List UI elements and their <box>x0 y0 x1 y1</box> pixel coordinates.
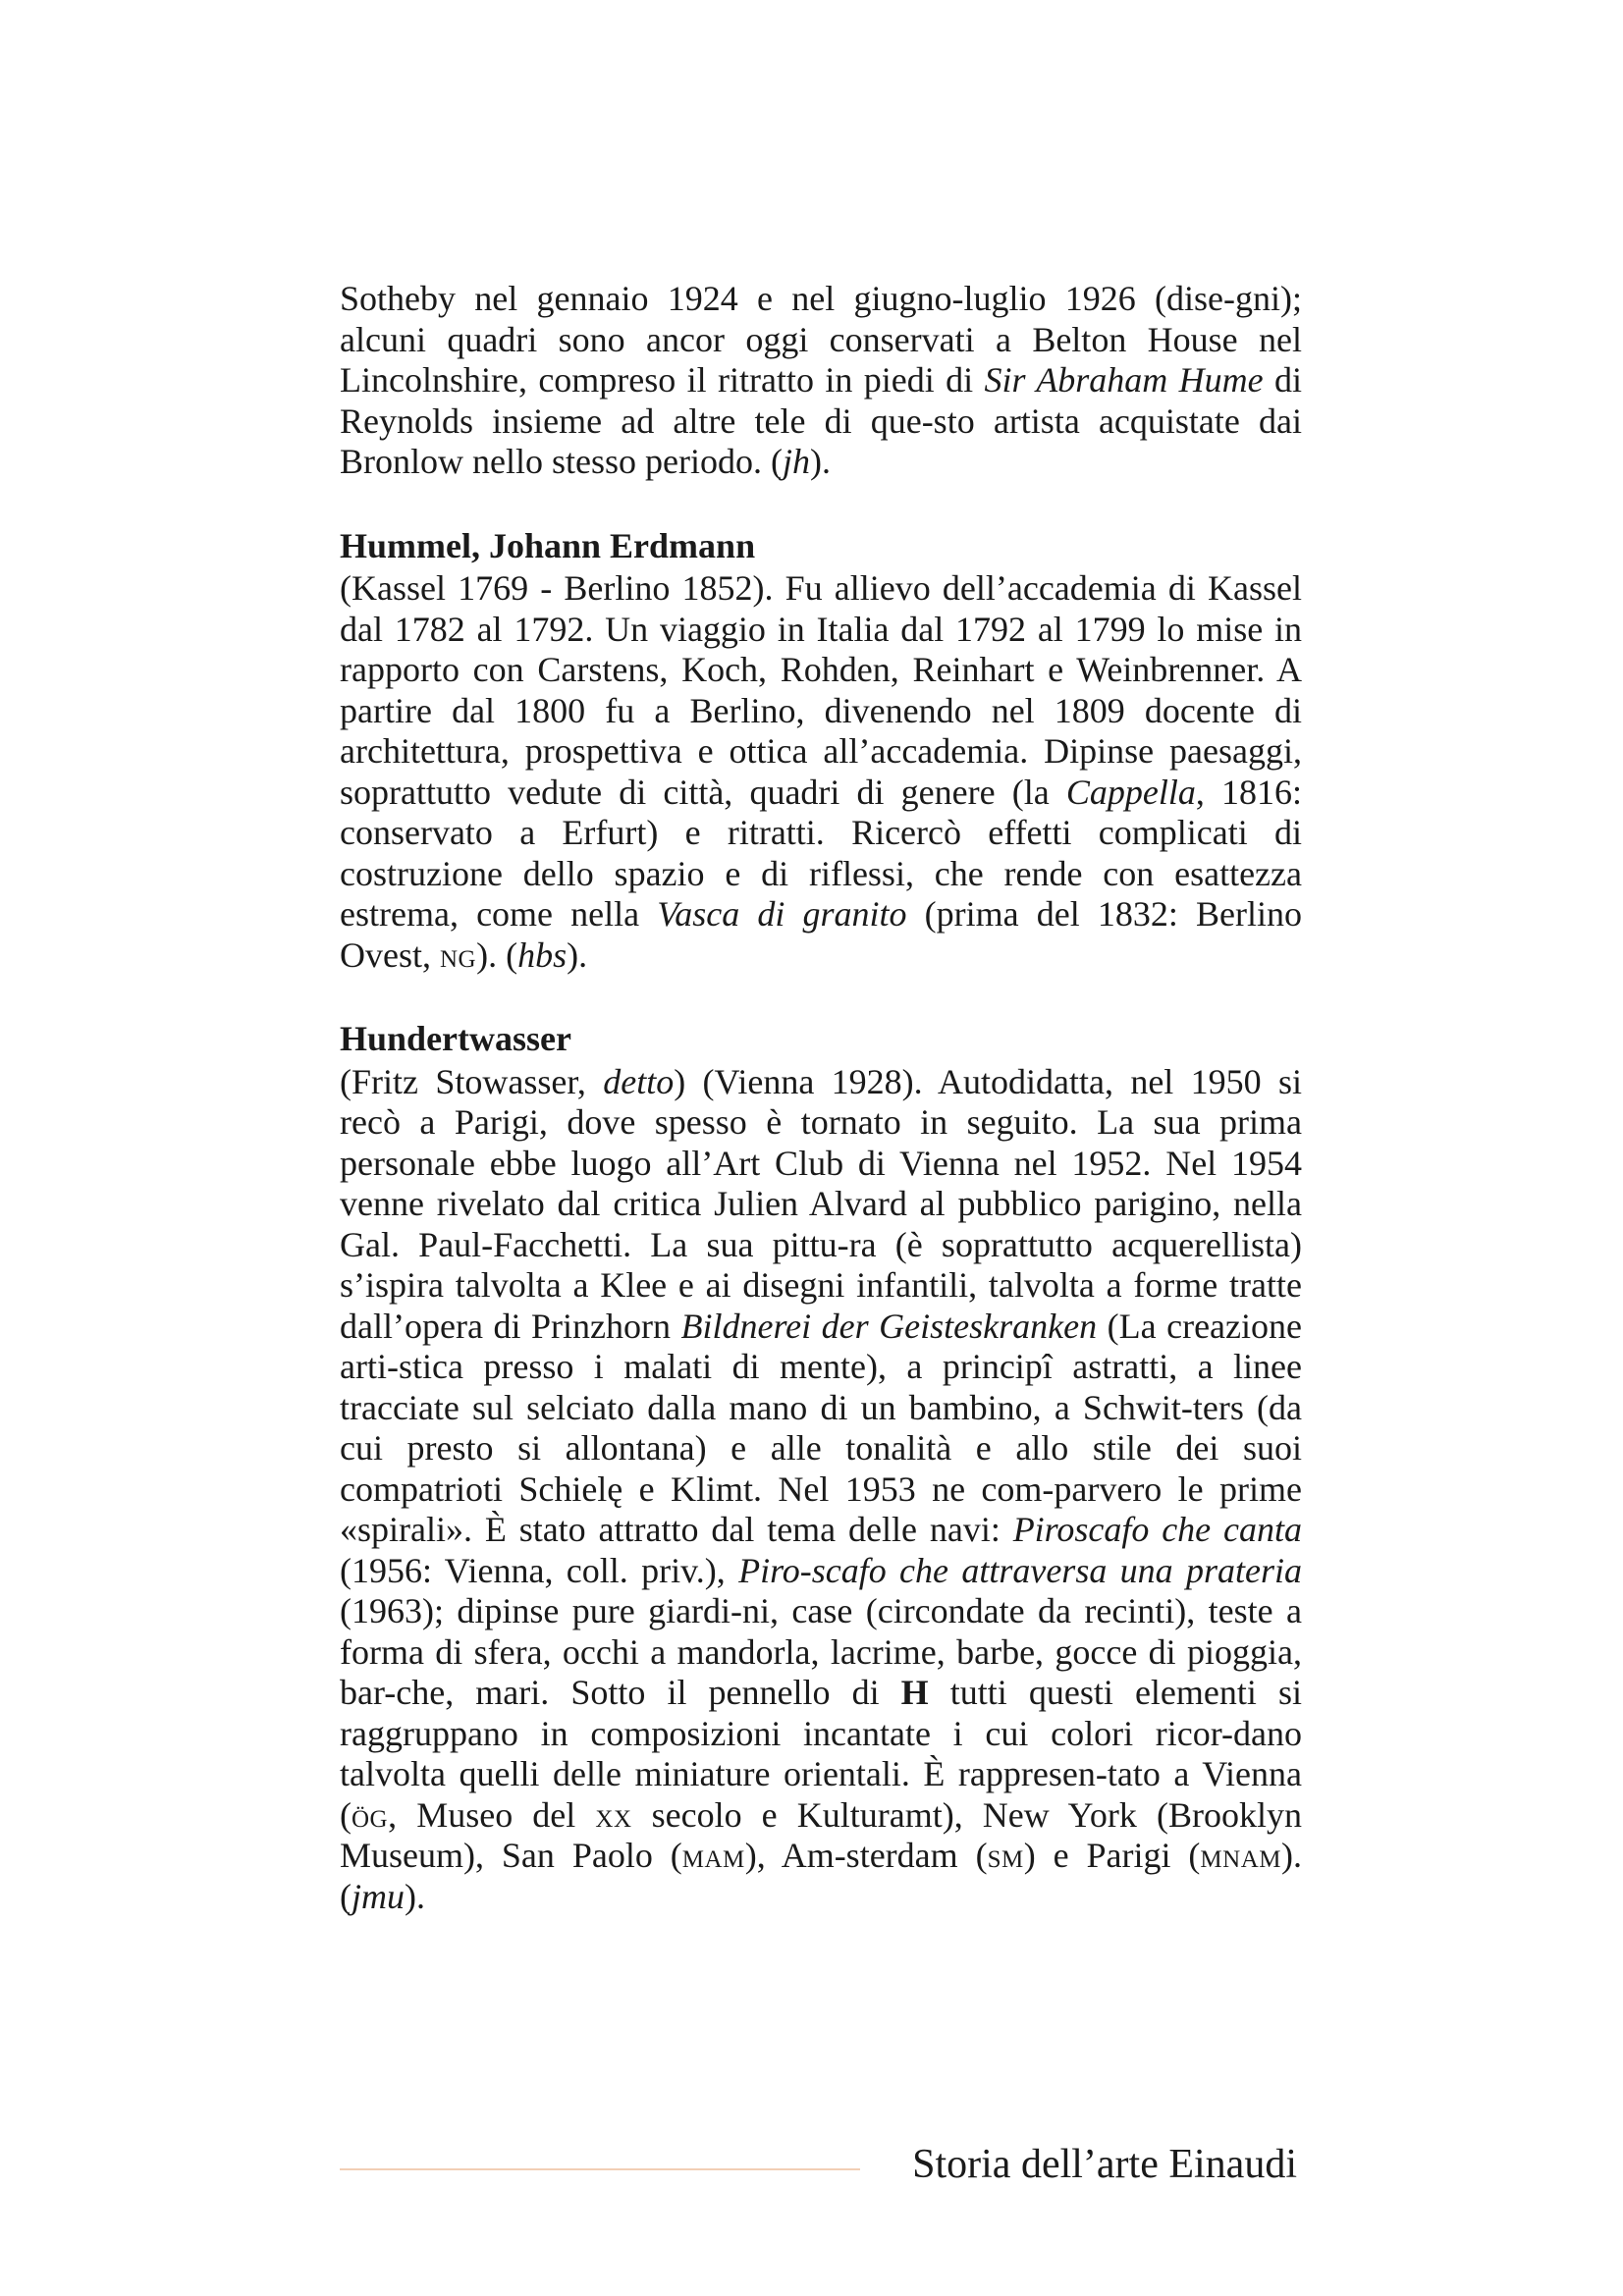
century-numeral: xx <box>595 1794 632 1835</box>
artwork-title: Piroscafo che canta <box>1012 1510 1302 1549</box>
museum-abbreviation: mnam <box>1200 1836 1281 1875</box>
body-text: (1963); dipinse pure giardi-ni, case (circondate da recinti), teste a forma di sfera, occhi a mandorla, lacrime, barbe, gocce di pioggia, bar-che, mari. Sotto il pennello di <box>340 1591 1302 1712</box>
body-text: ). <box>405 1876 425 1916</box>
museum-abbreviation: ög <box>352 1794 389 1835</box>
body-text: ) e Parigi ( <box>1023 1836 1201 1875</box>
body-text: , Museo del <box>388 1794 596 1835</box>
entry-title: Hundertwasser <box>340 1019 571 1058</box>
entry-title: Hummel, Johann Erdmann <box>340 525 756 565</box>
italic-term: detto <box>603 1061 675 1101</box>
entry-abbreviation: H <box>900 1673 929 1712</box>
museum-abbreviation: mam <box>681 1836 745 1875</box>
body-text: secolo e Kulturamt), New York (Brooklyn Museum), San Paolo ( <box>340 1794 1303 1875</box>
intro-text: Sotheby nel gennaio 1924 e nel giugno-luglio 1926 (dise-gni); alcuni quadri sono ancor oggi conservati a Belton House nel Lincolnshire, compreso il ritratto in piedi di <box>340 279 1302 400</box>
body-text: (prima del 1832: Berlino Ovest, <box>340 894 1302 975</box>
footer-publisher: Storia dell’arte Einaudi <box>912 2142 1297 2187</box>
footer-rule <box>340 2168 860 2170</box>
author-initials: hbs <box>517 934 568 975</box>
artwork-title: Vasca di granito <box>657 894 907 934</box>
artwork-title: Sir Abraham Hume <box>984 360 1264 400</box>
entry-body <box>340 1062 1302 1918</box>
text-column <box>340 279 1302 1917</box>
artwork-title: Cappella <box>1065 772 1196 812</box>
body-text: , 1816: conservato a Erfurt) e ritratti. Ricercò effetti complicati di costruzione dello spazio e di riflessi, che rende con esattezza estrema, come nella <box>340 772 1302 934</box>
body-text: (Kassel 1769 - Berlino 1852). Fu allievo dell’accademia di Kassel dal 1782 al 1792. Un viaggio in Italia dal 1792 al 1799 lo mise in rapporto con Carstens, Koch, Rohden, Reinhart e Weinbrenner. A partire dal 1800 fu a Berlino, divenendo nel 1809 docente di architettura, prospettiva e ottica all’accademia. Dipinse paesaggi, soprattutto vedute di città, quadri di genere (la <box>340 568 1302 812</box>
body-text: tutti questi elementi si raggruppano in composizioni incantate i cui colori ricor-dano talvolta quelli delle miniature orientali. È rappresen-tato a Vienna ( <box>340 1673 1302 1835</box>
body-text: (Fritz Stowasser, <box>340 1061 604 1101</box>
book-title: Bildnerei der Geisteskranken <box>680 1306 1098 1346</box>
body-text: (La creazione arti-stica presso i malati di mente), a principî astratti, a linee tracciate sul selciato dalla mano di un bambino, a Schwit-ters (da cui presto si allontana) e alle tonalità e allo stile dei suoi compatrioti Schielę e Klimt. Nel 1953 ne com-parvero le prime «spirali». È stato attratto dal tema delle navi: <box>340 1306 1302 1549</box>
body-text: ), Am-sterdam ( <box>744 1836 988 1875</box>
body-text: ). ( <box>340 1836 1302 1916</box>
entry-hummel <box>340 526 1302 977</box>
intro-paragraph <box>340 279 1302 483</box>
intro-text: di Reynolds insieme ad altre tele di que-sto artista acquistate dai Bronlow nello stesso periodo. ( <box>340 360 1302 481</box>
body-text: ) (Vienna 1928). Autodidatta, nel 1950 si recò a Parigi, dove spesso è tornato in seguito. La sua prima personale ebbe luogo all’Art Club di Vienna nel 1952. Nel 1954 venne rivelato dal critica Julien Alvard al pubblico parigino, nella Gal. Paul-Facchetti. La sua pittu-ra (è soprattutto acquerellista) s’ispira talvolta a Klee e ai disegni infantili, talvolta a forme tratte dall’opera di Prinzhorn <box>340 1061 1302 1346</box>
artwork-title: Piro-scafo che attraversa una prateria <box>738 1550 1302 1590</box>
entry-body <box>340 568 1302 976</box>
body-text: ). <box>567 934 588 975</box>
intro-text: ). <box>809 442 831 481</box>
author-initials: jh <box>782 442 810 481</box>
body-text: (1956: Vienna, coll. priv.), <box>340 1550 739 1590</box>
author-initials: jmu <box>352 1876 405 1916</box>
museum-abbreviation: ng <box>440 934 477 975</box>
body-text: ). ( <box>476 934 518 975</box>
entry-hundertwasser <box>340 1019 1302 1917</box>
museum-abbreviation: sm <box>987 1836 1024 1875</box>
